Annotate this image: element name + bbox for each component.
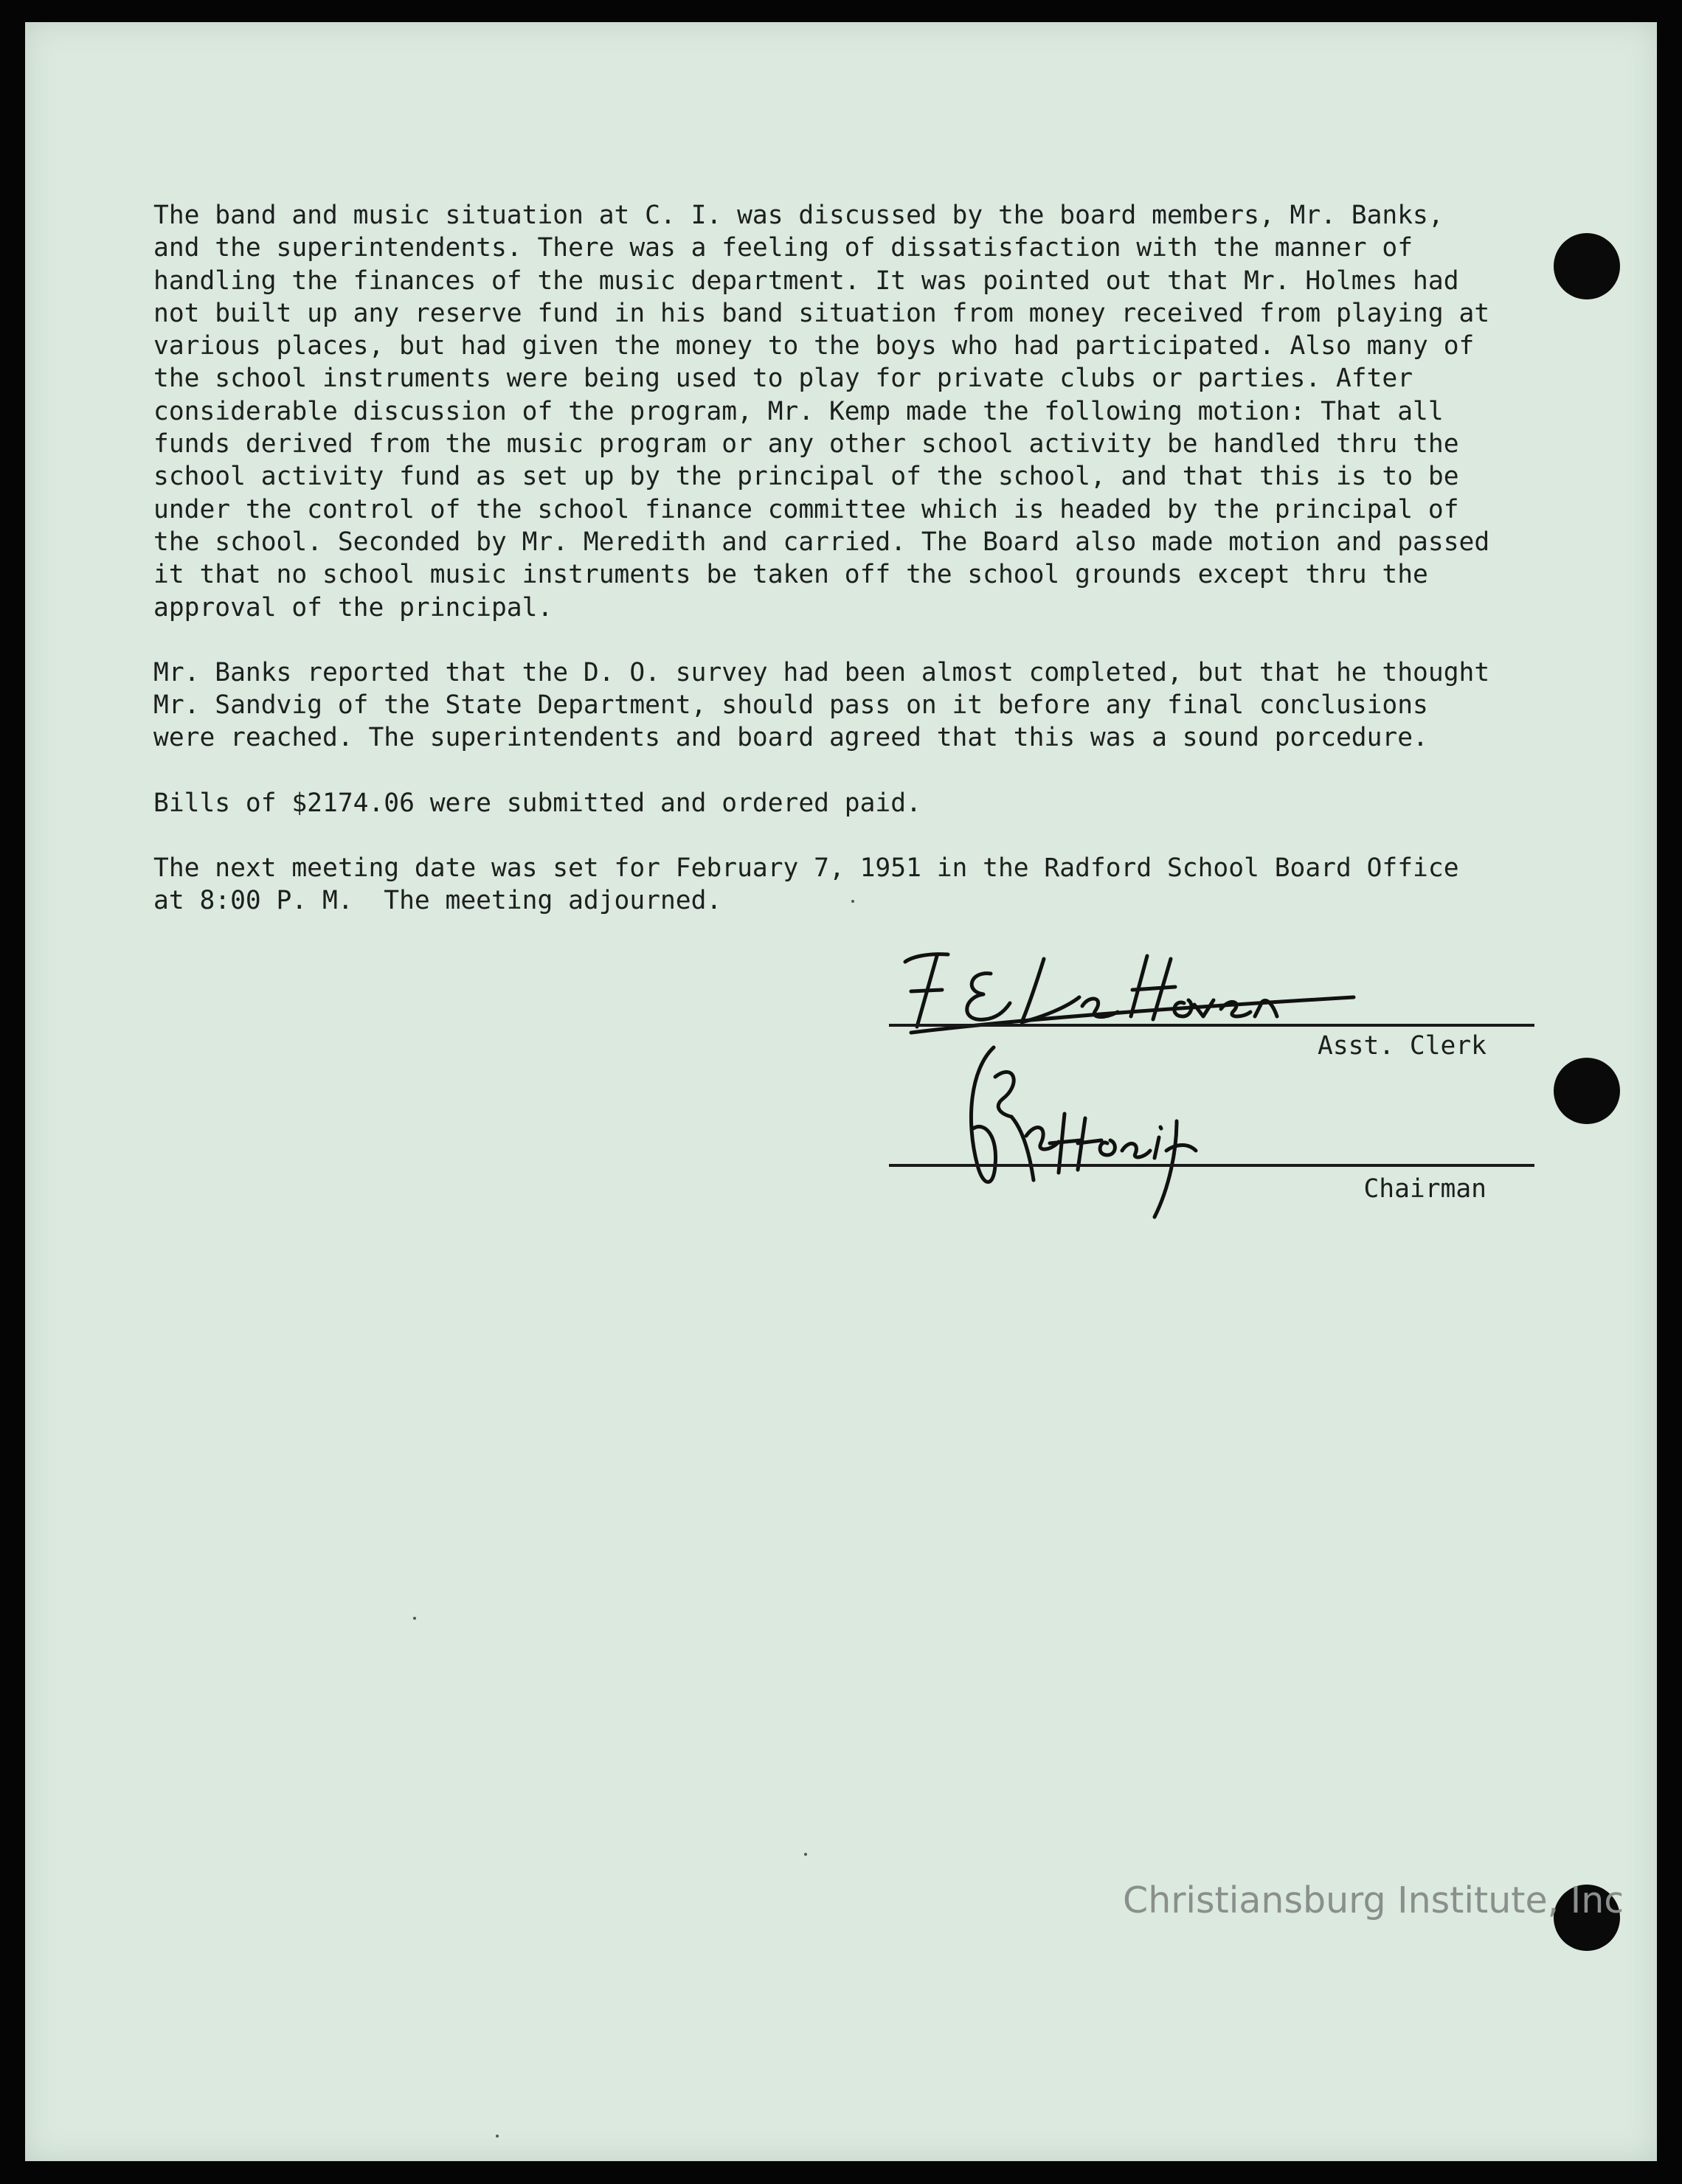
text-line: it that no school music instruments be taken off the school grounds except thru the bbox=[153, 560, 1428, 590]
text-line: school activity fund as set up by the principal of the school, and that this is to be bbox=[153, 462, 1459, 492]
chairman-caption: Chairman bbox=[1363, 1174, 1487, 1204]
text-line: handling the finances of the music department. It was pointed out that Mr. Holmes had bbox=[153, 266, 1459, 296]
text-line: not built up any reserve fund in his band situation from money received from playing at bbox=[153, 298, 1490, 328]
text-line: were reached. The superintendents and board agreed that this was a sound porcedure. bbox=[153, 723, 1428, 753]
punch-hole-middle bbox=[1554, 1058, 1620, 1124]
text-line: and the superintendents. There was a feeling of dissatisfaction with the manner of bbox=[153, 233, 1413, 263]
minutes-paragraph bbox=[153, 656, 1555, 755]
text-line: the school instruments were being used to play for private clubs or parties. After bbox=[153, 364, 1413, 394]
archive-watermark: Christiansburg Institute, Inc bbox=[1123, 1879, 1624, 1921]
paper-speck bbox=[413, 1617, 416, 1620]
text-line: approval of the principal. bbox=[153, 592, 553, 623]
paper-speck bbox=[496, 2135, 499, 2138]
text-line: Bills of $2174.06 were submitted and ordered paid. bbox=[153, 788, 921, 818]
minutes-paragraph bbox=[153, 199, 1555, 624]
clerk-caption: Asst. Clerk bbox=[1318, 1031, 1487, 1061]
text-line: considerable discussion of the program, Mr. Kemp made the following motion: That all bbox=[153, 396, 1444, 426]
chairman-signature bbox=[955, 1040, 1265, 1232]
text-line: The next meeting date was set for February 7, 1951 in the Radford School Board Office bbox=[153, 853, 1459, 884]
chairman-signature-line bbox=[889, 1164, 1534, 1167]
minutes-body bbox=[153, 199, 1555, 950]
text-line: The band and music situation at C. I. was discussed by the board members, Mr. Banks, bbox=[153, 201, 1444, 230]
text-line: at 8:00 P. M. The meeting adjourned. bbox=[153, 886, 722, 916]
minutes-paragraph bbox=[153, 787, 1555, 819]
punch-hole-top bbox=[1554, 233, 1620, 299]
text-line: the school. Seconded by Mr. Meredith and carried. The Board also made motion and passed bbox=[153, 527, 1490, 557]
text-line: funds derived from the music program or any other school activity be handled thru the bbox=[153, 429, 1459, 460]
text-line: Mr. Sandvig of the State Department, should pass on it before any final conclusions bbox=[153, 690, 1428, 721]
text-line: various places, but had given the money to the boys who had participated. Also many of bbox=[153, 331, 1475, 361]
clerk-signature-line bbox=[889, 1024, 1534, 1027]
text-line: Mr. Banks reported that the D. O. survey had been almost completed, but that he thought bbox=[153, 657, 1490, 687]
clerk-signature bbox=[896, 946, 1368, 1041]
minutes-paragraph bbox=[153, 852, 1555, 918]
paper-speck bbox=[804, 1853, 807, 1856]
text-line: under the control of the school finance committee which is headed by the principal of bbox=[153, 494, 1459, 524]
